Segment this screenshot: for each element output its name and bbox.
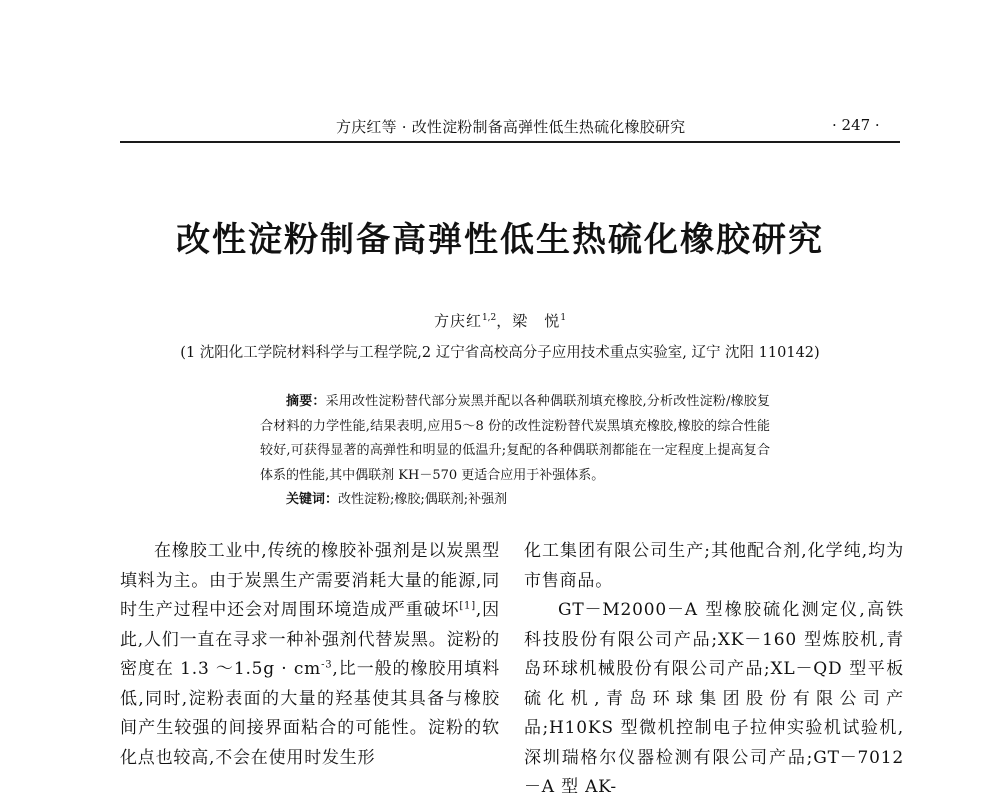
unit-exponent: -3 bbox=[321, 659, 333, 671]
citation-ref-link[interactable]: [1] bbox=[459, 600, 476, 612]
affiliation: (1 沈阳化工学院材料科学与工程学院,2 辽宁省高校高分子应用技术重点实验室, 辽宁 沈阳 110142) bbox=[180, 345, 820, 361]
running-head bbox=[0, 116, 1000, 138]
abstract-block bbox=[260, 390, 770, 513]
keywords-line bbox=[260, 488, 770, 513]
author-affiliation-marker: 1 bbox=[560, 313, 567, 323]
abstract-label: 摘要： bbox=[286, 394, 326, 409]
body-paragraph: 化工集团有限公司生产;其他配合剂,化学纯,均为市售商品。 bbox=[524, 541, 904, 591]
author-name: 方庆红 bbox=[433, 312, 482, 330]
paragraph-text: 在橡胶工业中,传统的橡胶补强剂是以炭黑型填料为主。由于炭黑生产需要消耗大量的能源,同时生产过程中还会对周围环境造成严重破坏 bbox=[120, 541, 501, 620]
keywords-label: 关键词： bbox=[286, 492, 339, 507]
paragraph-text: ,因此,人们一直在寻求一种补强剂代替炭黑。淀粉的密度在 1.3 ～1.5g · cm bbox=[120, 600, 501, 679]
running-head-title: 方庆红等 · 改性淀粉制备高弹性低生热硫化橡胶研究 bbox=[336, 118, 686, 136]
paragraph-text: ,比一般的橡胶用填料低,同时,淀粉表面的大量的羟基使其具备与橡胶间产生较强的间接界面粘合的可能性。淀粉的软化点也较高,不会在使用时发生形 bbox=[120, 659, 501, 768]
article-title: 改性淀粉制备高弹性低生热硫化橡胶研究 bbox=[176, 220, 824, 260]
keywords-text: 改性淀粉;橡胶;偶联剂;补强剂 bbox=[338, 492, 508, 507]
author-separator: ， bbox=[496, 312, 513, 330]
author-affiliation-marker: 1,2 bbox=[481, 313, 497, 323]
author-list bbox=[0, 310, 1000, 331]
body-column-right bbox=[524, 537, 904, 803]
author-name: 梁 悦 bbox=[512, 312, 561, 330]
abstract-paragraph bbox=[260, 390, 770, 488]
body-paragraph: GT－M2000－A 型橡胶硫化测定仪,高铁科技股份有限公司产品;XK－160 型炼胶机,青岛环球机械股份有限公司产品;XL－QD 型平板硫化机,青岛环球集团股份有限公司产品;H10KS 型微机控制电子拉伸实验机试验机,深圳瑞格尔仪器检测有限公司产品;GT－7012－A 型 AK- bbox=[524, 600, 904, 797]
body-column-left bbox=[120, 537, 500, 773]
header-rule-divider bbox=[120, 141, 900, 143]
body-paragraph bbox=[120, 537, 500, 773]
abstract-text: 采用改性淀粉替代部分炭黑并配以各种偶联剂填充橡胶,分析改性淀粉/橡胶复合材料的力学性能,结果表明,应用5～8 份的改性淀粉替代炭黑填充橡胶,橡胶的综合性能较好,可获得显著的高弹性和明显的低温升;复配的各种偶联剂都能在一定程度上提高复合体系的性能,其中偶联剂 KH－570 更适合应用于补强体系。 bbox=[260, 394, 770, 483]
page-number: · 247 · bbox=[832, 116, 880, 134]
